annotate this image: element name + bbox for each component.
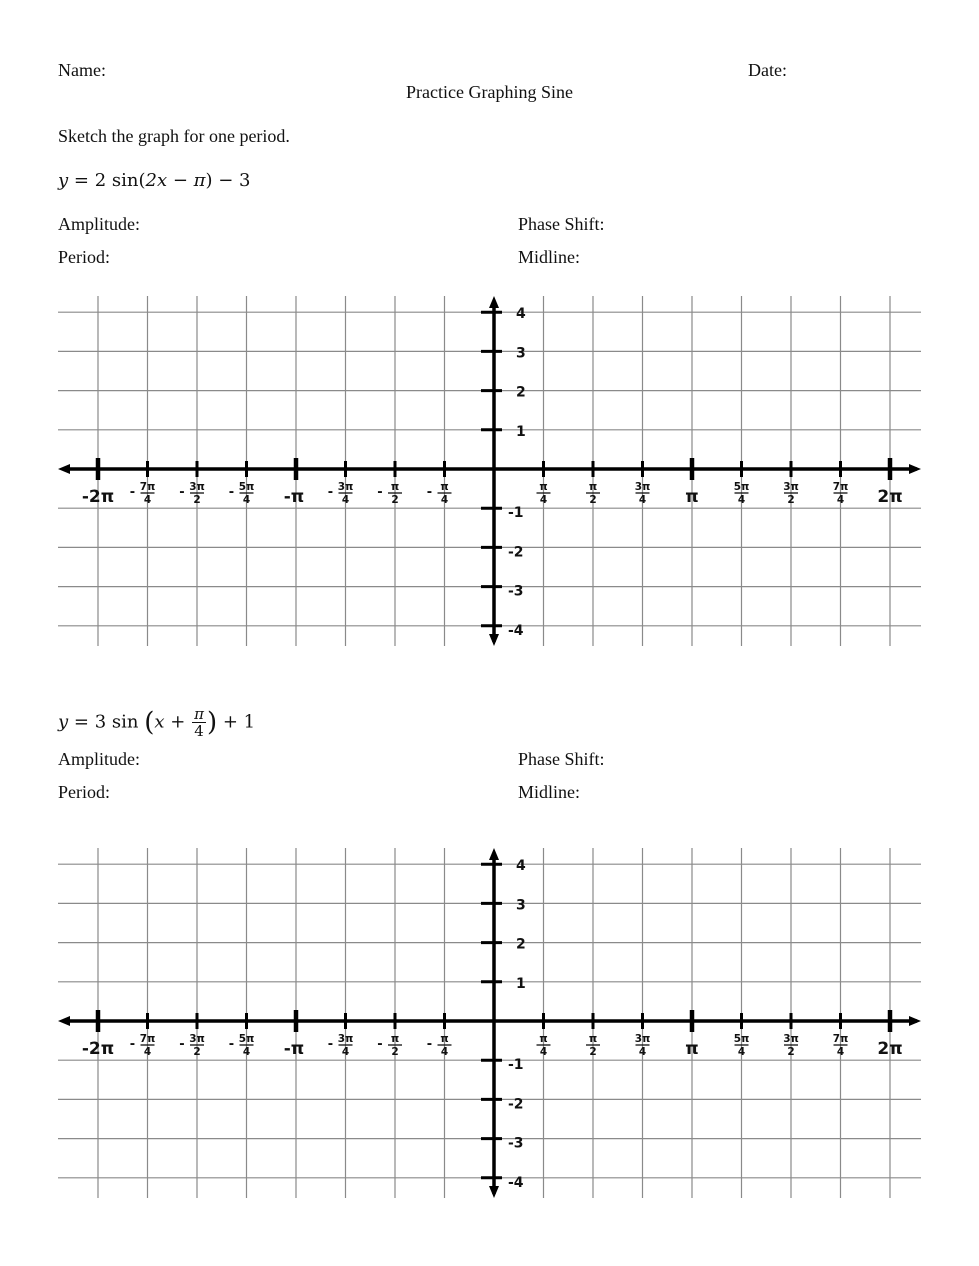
amplitude-label-2: Amplitude:	[58, 749, 140, 769]
x-tick-label-numerator: 3π	[783, 1033, 799, 1045]
x-tick-label-numerator: π	[588, 481, 598, 493]
y-tick-label: 4	[516, 858, 526, 875]
x-tick-label: π	[685, 487, 699, 507]
x-tick-label-denominator: 2	[391, 494, 399, 506]
y-tick-label: -4	[508, 622, 524, 639]
phase-shift-label-2: Phase Shift:	[518, 749, 605, 769]
eq2-open: (	[144, 707, 155, 738]
y-axis-top-arrow	[489, 848, 499, 860]
eq1-arg: 2x − π	[145, 170, 206, 191]
phase-shift-label-1: Phase Shift:	[518, 214, 605, 234]
period-label-2: Period:	[58, 782, 110, 802]
x-tick-label-numerator: 7π	[139, 481, 156, 493]
period-label-1: Period:	[58, 247, 110, 267]
x-tick-label: 2π	[877, 487, 903, 507]
x-axis-left-arrow	[58, 1016, 70, 1026]
x-tick-label-numerator: π	[440, 481, 449, 493]
x-tick-label-numerator: 5π	[238, 1033, 255, 1045]
eq2-frac-num: π	[194, 705, 204, 723]
page-title: Practice Graphing Sine	[406, 82, 573, 102]
y-tick-label: -3	[508, 1135, 524, 1152]
x-tick-label-sign: -	[327, 485, 334, 500]
y-tick-label: -1	[508, 505, 524, 522]
x-tick-label-sign: -	[228, 1037, 235, 1052]
x-tick-label-sign: -	[426, 1037, 433, 1052]
x-tick-label-denominator: 2	[193, 1046, 201, 1058]
x-tick-label: π	[685, 1039, 699, 1059]
eq1-close: )	[205, 170, 213, 191]
x-tick-label-numerator: π	[588, 1033, 598, 1045]
x-tick-label-numerator: 3π	[634, 1033, 651, 1045]
x-tick-label-sign: -	[426, 485, 433, 500]
x-tick-label-sign: -	[179, 1037, 185, 1052]
x-tick-label-denominator: 4	[539, 494, 548, 506]
x-axis-right-arrow	[909, 1016, 921, 1026]
x-tick-label-denominator: 4	[143, 494, 152, 506]
x-axis-left-arrow	[58, 464, 70, 474]
x-tick-label-denominator: 4	[638, 494, 647, 506]
y-tick-label: -2	[508, 1096, 524, 1113]
x-tick-label-numerator: π	[539, 1033, 548, 1045]
x-tick-label-denominator: 4	[341, 494, 350, 506]
instructions: Sketch the graph for one period.	[58, 126, 290, 146]
y-tick-label: 2	[516, 384, 526, 401]
y-axis-top-arrow	[489, 296, 499, 308]
x-tick-label-numerator: 3π	[189, 1033, 205, 1045]
eq2-fraction	[192, 706, 206, 739]
x-tick-label-sign: -	[377, 1037, 383, 1052]
x-tick-label-denominator: 4	[440, 1046, 449, 1058]
eq2-tail: + 1	[222, 711, 256, 733]
x-tick-label: -2π	[81, 1039, 115, 1059]
x-tick-label-sign: -	[327, 1037, 334, 1052]
y-tick-label: 1	[516, 975, 526, 992]
x-tick-label-numerator: 3π	[634, 481, 651, 493]
x-tick-label-denominator: 4	[638, 1046, 647, 1058]
x-tick-label-denominator: 2	[193, 494, 201, 506]
eq1-tail: − 3	[218, 170, 251, 191]
y-axis-bottom-arrow	[489, 634, 499, 646]
x-tick-label-denominator: 2	[589, 494, 597, 506]
x-tick-label: -2π	[81, 487, 115, 507]
x-tick-label-numerator: 7π	[832, 481, 849, 493]
x-tick-label: -π	[283, 487, 305, 507]
x-tick-label-numerator: 3π	[783, 481, 799, 493]
x-tick-label-sign: -	[228, 485, 235, 500]
x-tick-label-numerator: π	[390, 1033, 400, 1045]
coordinate-grid-2	[0, 842, 979, 1204]
x-tick-label-numerator: 3π	[189, 481, 205, 493]
x-tick-label-sign: -	[377, 485, 383, 500]
eq1-func: sin	[111, 170, 139, 191]
eq2-arg: x +	[154, 711, 186, 733]
x-tick-label-denominator: 4	[242, 494, 251, 506]
x-axis-right-arrow	[909, 464, 921, 474]
y-tick-label: 4	[516, 306, 526, 323]
y-tick-label: -3	[508, 583, 524, 600]
x-tick-label-denominator: 2	[787, 494, 795, 506]
x-tick-label-denominator: 2	[787, 1046, 795, 1058]
midline-label-1: Midline:	[518, 247, 580, 267]
x-tick-label-denominator: 4	[737, 1046, 746, 1058]
x-tick-label-sign: -	[179, 485, 185, 500]
x-tick-label-numerator: π	[539, 481, 548, 493]
y-tick-label: 2	[516, 936, 526, 953]
x-tick-label-denominator: 4	[242, 1046, 251, 1058]
eq2-close: )	[206, 707, 218, 738]
x-tick-label-numerator: 3π	[337, 481, 354, 493]
eq2-coef: 3	[94, 711, 107, 733]
midline-label-2: Midline:	[518, 782, 580, 802]
y-tick-label: -2	[508, 544, 524, 561]
eq2-lhs: y	[58, 711, 69, 733]
x-tick-label-numerator: 7π	[832, 1033, 849, 1045]
amplitude-label-1: Amplitude:	[58, 214, 140, 234]
x-tick-label-numerator: 5π	[238, 481, 255, 493]
x-tick-label-numerator: 5π	[733, 481, 750, 493]
eq2-func: sin	[111, 711, 139, 733]
date-label: Date:	[748, 60, 787, 80]
coordinate-grid-1	[0, 290, 979, 652]
x-tick-label-denominator: 4	[836, 494, 845, 506]
y-axis-bottom-arrow	[489, 1186, 499, 1198]
x-tick-label-denominator: 4	[836, 1046, 845, 1058]
y-tick-label: -4	[508, 1174, 524, 1191]
y-tick-label: -1	[508, 1057, 524, 1074]
x-tick-label-denominator: 4	[143, 1046, 152, 1058]
eq1-lhs: y	[58, 170, 69, 191]
x-tick-label-numerator: π	[390, 481, 400, 493]
equation-1: y = 2 sin(2x − π) − 3	[58, 170, 251, 191]
eq1-open: (	[138, 170, 146, 191]
x-tick-label: -π	[283, 1039, 305, 1059]
x-tick-label-sign: -	[129, 485, 136, 500]
y-tick-label: 3	[516, 897, 526, 914]
eq1-coef: 2	[94, 170, 107, 191]
x-tick-label-denominator: 4	[440, 494, 449, 506]
x-tick-label-denominator: 2	[391, 1046, 399, 1058]
eq2-frac-den: 4	[194, 722, 204, 740]
x-tick-label: 2π	[877, 1039, 903, 1059]
name-label: Name:	[58, 60, 106, 80]
equation-2: y = 3 sin (x + $\frac{\pi}{4}$ ) + 1	[58, 705, 256, 740]
x-tick-label-numerator: 5π	[733, 1033, 750, 1045]
x-tick-label-denominator: 4	[737, 494, 746, 506]
x-tick-label-sign: -	[129, 1037, 136, 1052]
x-tick-label-denominator: 4	[539, 1046, 548, 1058]
x-tick-label-denominator: 4	[341, 1046, 350, 1058]
x-tick-label-numerator: 3π	[337, 1033, 354, 1045]
x-tick-label-numerator: π	[440, 1033, 449, 1045]
x-tick-label-numerator: 7π	[139, 1033, 156, 1045]
y-tick-label: 1	[516, 423, 526, 440]
y-tick-label: 3	[516, 345, 526, 362]
x-tick-label-denominator: 2	[589, 1046, 597, 1058]
